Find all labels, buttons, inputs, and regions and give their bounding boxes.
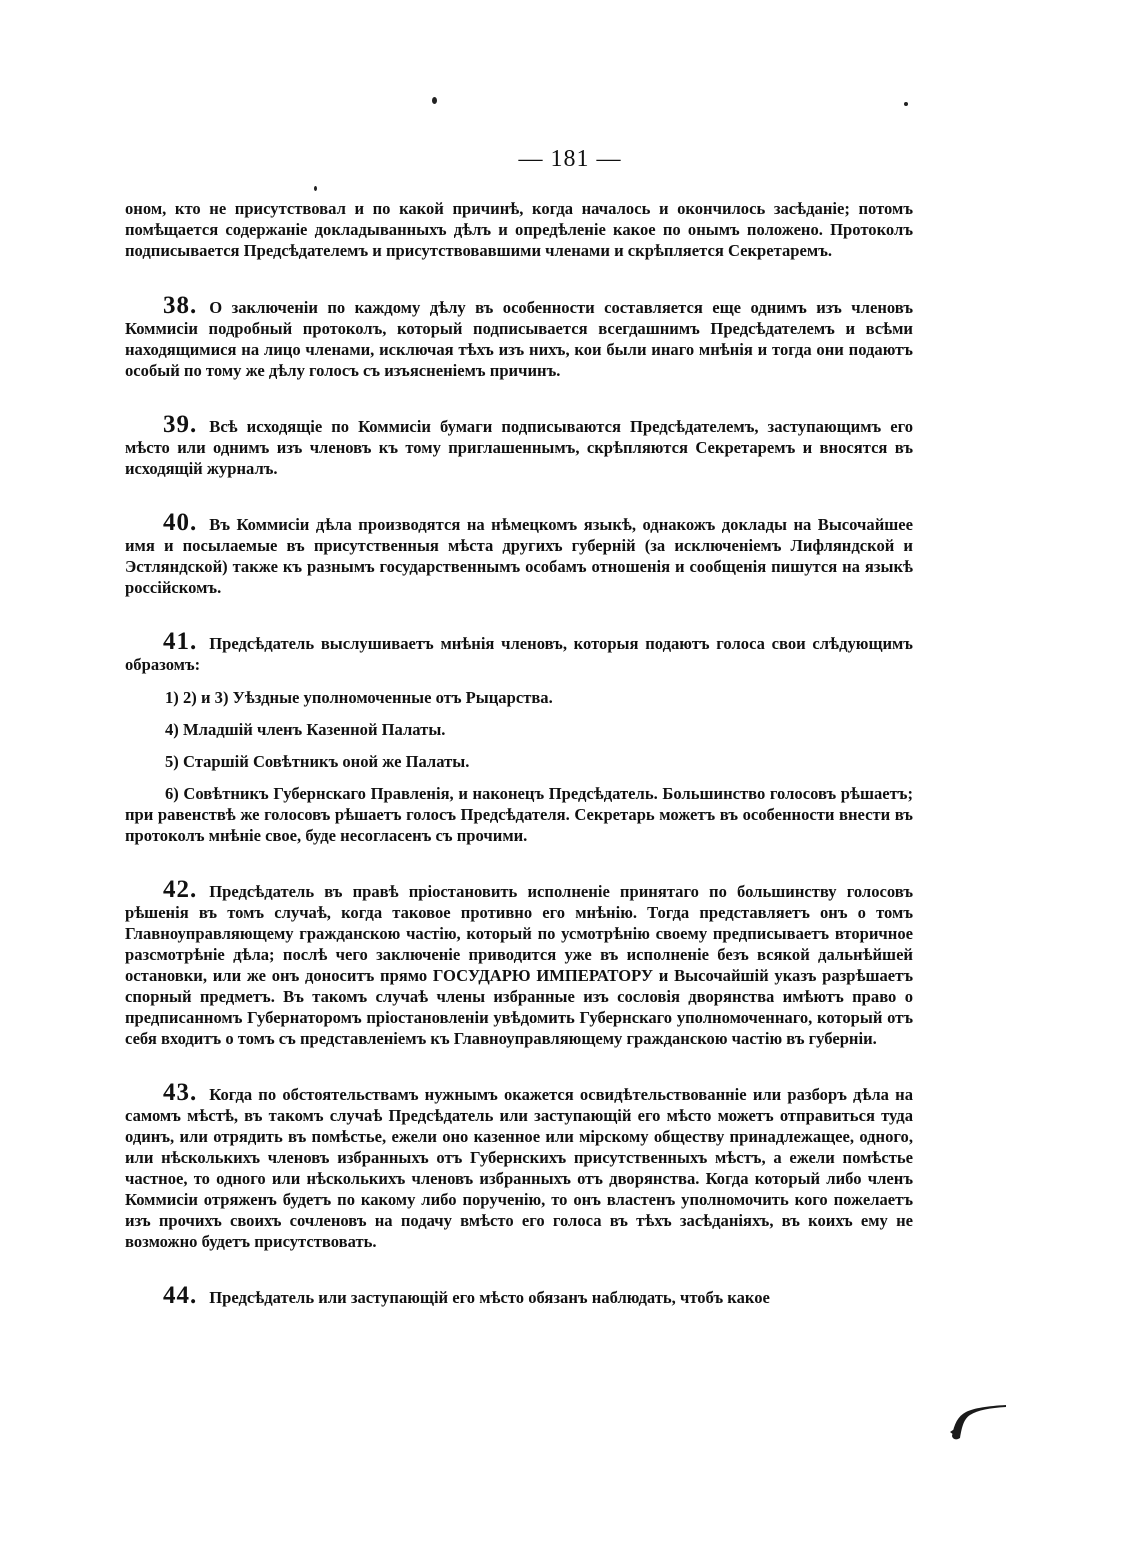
article-44 xyxy=(125,1282,913,1309)
article-number: 41. xyxy=(163,628,198,655)
list-item: 4) Младшій членъ Казенной Палаты. xyxy=(165,720,446,739)
article-43 xyxy=(125,1079,913,1252)
article-38 xyxy=(125,292,913,381)
article-number: 44. xyxy=(163,1282,198,1309)
article-text: Всѣ исходящіе по Коммисіи бумаги подписываются Предсѣдателемъ, заступающимъ его мѣсто или однимъ изъ членовъ къ тому приглашеннымъ, скрѣпляются Секретаремъ и вносятся въ исходящій журналъ. xyxy=(125,417,913,478)
article-number: 43. xyxy=(163,1079,198,1106)
paragraph-text: оном, кто не присутствовал и по какой причинѣ, когда началось и окончилось засѣданіе; потомъ помѣщается содержаніе докладыванныхъ дѣлъ и опредѣленіе какое по онымъ положено. Протоколъ подписывается Предсѣдателемъ и присутствовавшими членами и скрѣпляется Секретаремъ. xyxy=(125,199,913,260)
article-number: 39. xyxy=(163,411,198,438)
list-item: 5) Старшій Совѣтникъ оной же Палаты. xyxy=(165,752,470,771)
article-text: О заключеніи по каждому дѣлу въ особенности составляется еще однимъ изъ членовъ Коммисіи подробный протоколъ, который подписывается всегдашнимъ Предсѣдателемъ и всѣми находящимися на лицо членами, исключая тѣхъ изъ нихъ, кои были инаго мнѣнія и тогда они подаютъ особый по тому же дѣлу голосъ съ изъясненіемъ причинъ. xyxy=(125,298,913,380)
article-text: Предсѣдатель въ правѣ пріостановить исполненіе принятаго по большинству голосовъ рѣшенія въ томъ случаѣ, когда таковое противно его мнѣнію. Тогда представляетъ онъ о томъ Главноуправляющему гражданскою частію, который по усмотрѣнію своему предписываетъ вторичное разсмотрѣніе дѣла; послѣ чего заключеніе приводится уже въ исполненіе безъ всякой дальнѣйшей остановки, или же онъ доноситъ прямо ГОСУДАРЮ ИМПЕРАТОРУ и Высочайшій указъ разрѣшаетъ спорный предметъ. Въ такомъ случаѣ члены избранные изъ сословія дворянства имѣютъ право о предписанномъ Губернаторомъ пріостановленіи увѣдомить Губернскаго уполномоченнаго, который отъ себя входитъ о томъ съ представленіемъ къ Главноуправляющему гражданскою частію въ губерніи. xyxy=(125,882,913,1048)
article-42 xyxy=(125,876,913,1049)
article-text: Предсѣдатель выслушиваетъ мнѣнія членовъ, которыя подаютъ голоса свои слѣдующимъ образомъ: xyxy=(125,634,913,674)
article-number: 40. xyxy=(163,509,198,536)
article-39 xyxy=(125,411,913,479)
article-number: 42. xyxy=(163,876,198,903)
page-number: — 181 — xyxy=(518,146,622,172)
article-text: Въ Коммисіи дѣла производятся на нѣмецкомъ языкѣ, однакожъ доклады на Высочайшее имя и посылаемые въ присутственныя мѣста другихъ губерній (за исключеніемъ Лифляндской и Эстляндской) также къ разнымъ государственнымъ особамъ отношенія и сообщенія пишутся на языкѣ россійскомъ. xyxy=(125,515,913,597)
paragraph-continuation xyxy=(125,198,913,261)
article-number: 38. xyxy=(163,292,198,319)
article-40 xyxy=(125,509,913,598)
list-item: 1) 2) и 3) Уѣздные уполномоченные отъ Рыцарства. xyxy=(165,688,553,707)
article-text: Предсѣдатель или заступающій его мѣсто обязанъ наблюдать, чтобъ какое xyxy=(209,1288,770,1307)
document-body xyxy=(125,198,913,1341)
list-item: 6) Совѣтникъ Губернскаго Правленія, и наконецъ Предсѣдатель. Большинство голосовъ рѣшаетъ; при равенствѣ же голосовъ рѣшаетъ голосъ Предсѣдателя. Секретарь можетъ въ особенности внести въ протоколъ мнѣніе свое, буде несогласенъ съ прочими. xyxy=(125,784,913,845)
article-text: Когда по обстоятельствамъ нужнымъ окажется освидѣтельствованніе или разборъ дѣла на самомъ мѣстѣ, въ такомъ случаѣ Предсѣдатель или заступающій его мѣсто можетъ отправиться туда одинъ, или отрядить въ помѣстье, ежели оно казенное или мірскому обществу принадлежащее, одного, или нѣсколькихъ членовъ избранныхъ отъ Губернскихъ присутственныхъ мѣстъ, а ежели помѣстье частное, то одного или нѣсколькихъ членовъ избранныхъ отъ дворянства. Когда который либо членъ Коммисіи отряженъ будетъ по какому либо порученію, то онъ властенъ уполномочить кого пожелаетъ изъ прочихъ своихъ сочленовъ на подачу вмѣсто его голоса въ тѣхъ засѣданіяхъ, въ коихъ ему не возможно будетъ присутствовать. xyxy=(125,1085,913,1251)
ink-speck xyxy=(432,97,437,104)
ink-speck xyxy=(904,102,908,106)
ink-blot xyxy=(948,1402,1008,1442)
ink-speck xyxy=(314,186,317,191)
article-41 xyxy=(125,628,913,675)
